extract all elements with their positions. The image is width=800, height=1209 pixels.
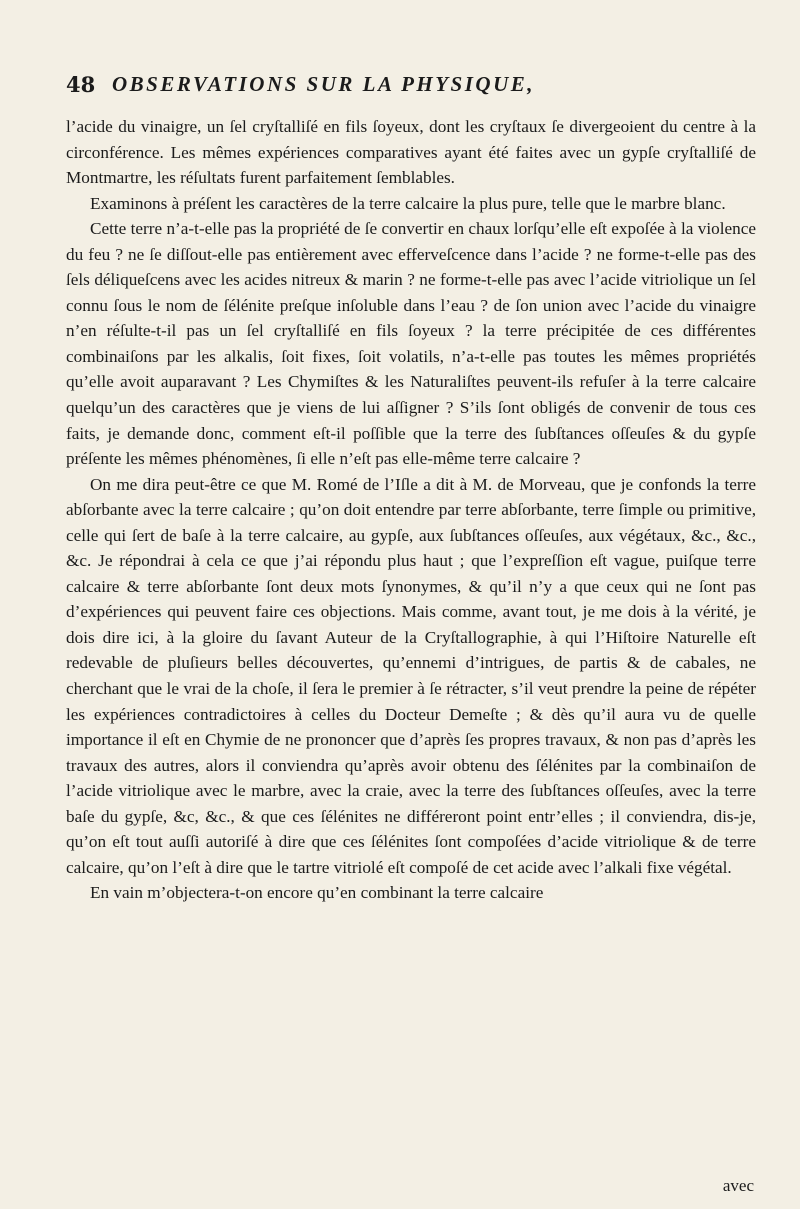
page-number: 48 [66, 72, 96, 97]
paragraph: Cette terre n’a-t-elle pas la propriété de ſe convertir en chaux lorſqu’elle eſt expoſée à la violence du feu ? ne ſe diſſout-elle pas entièrement avec efferveſcence dans l’acide ? ne forme-t-elle pas des ſels déliqueſcens avec les acides nitreux & marin ? ne forme-t-elle pas avec l’acide vitriolique un ſel connu ſous le nom de ſélénite preſque inſoluble dans l’eau ? de ſon union avec l’acide du vinaigre n’en réſulte-t-il pas un ſel cryſtalliſé en fils ſoyeux ? la terre précipitée de ces différentes combinaiſons par les alkalis, ſoit fixes, ſoit volatils, n’a-t-elle pas toutes les mêmes propriétés qu’elle avoit auparavant ? Les Chymiſtes & les Naturaliſtes peuvent-ils refuſer à la terre calcaire quelqu’un des caractères que je viens de lui aſſigner ? S’ils ſont obligés de convenir de tous ces faits, je demande donc, comment eſt-il poſſible que la terre des ſubſtances oſſeuſes & du gypſe préſente les mêmes phénomènes, ſi elle n’eſt pas elle-même terre calcaire ? [66, 219, 756, 469]
body-text [66, 114, 756, 906]
paragraph: En vain m’objectera-t-on encore qu’en combinant la terre calcaire [90, 883, 544, 903]
page-header [66, 72, 754, 106]
running-title: OBSERVATIONS SUR LA PHYSIQUE, [112, 72, 535, 96]
paragraph-continuation: l’acide du vinaigre, un ſel cryſtalliſé en fils ſoyeux, dont les cryſtaux ſe divergeoient du centre à la circonférence. Les mêmes expériences comparatives ayant été faites avec un gypſe cryſtalliſé de Montmartre, les réſultats furent parfaitement ſemblables. [66, 117, 756, 188]
catchword: avec [722, 1176, 754, 1195]
paragraph: On me dira peut-être ce que M. Romé de l’Iſle a dit à M. de Morveau, que je confonds la terre abſorbante avec la terre calcaire ; qu’on doit entendre par terre abſorbante, terre ſimple ou primitive, celle qui ſert de baſe à la terre calcaire, au gypſe, aux ſubſtances oſſeuſes, aux végétaux, &c., &c., &c. Je répondrai à cela ce que j’ai répondu plus haut ; que l’expreſſion eſt vague, puiſque terre calcaire & terre abſorbante ſont deux mots ſynonymes, & qu’il n’y a que ceux qui ne ſont pas d’expériences qui peuvent faire ces objections. Mais comme, avant tout, je me dois à la vérité, je dois dire ici, à la gloire du ſavant Auteur de la Cryſtallographie, à qui l’Hiſtoire Naturelle eſt redevable de pluſieurs belles découvertes, qu’ennemi d’intrigues, de partis & de cabales, ne cherchant que le vrai de la choſe, il ſera le premier à ſe rétracter, s’il veut prendre la peine de répéter les expériences contradictoires à celles du Docteur Demeſte ; & dès qu’il aura vu de quelle importance il eſt en Chymie de ne prononcer que d’après ſes propres travaux, & non pas d’après les travaux des autres, alors il conviendra qu’après avoir obtenu des ſélénites par la combinaiſon de l’acide vitriolique avec le marbre, avec la craie, avec la terre des ſubſtances oſſeuſes, avec la terre baſe du gypſe, &c, &c., & que ces ſélénites ne différeront point entr’elles ; il conviendra, dis-je, qu’on eſt tout auſſi autoriſé à dire que ces ſélénites ſont compoſées d’acide vitriolique & de terre calcaire, qu’on l’eſt à dire que le tartre vitriolé eſt compoſé de cet acide avec l’alkali fixe végétal. [66, 474, 756, 877]
paragraph: Examinons à préſent les caractères de la terre calcaire la plus pure, telle que le marbre blanc. [90, 193, 726, 213]
